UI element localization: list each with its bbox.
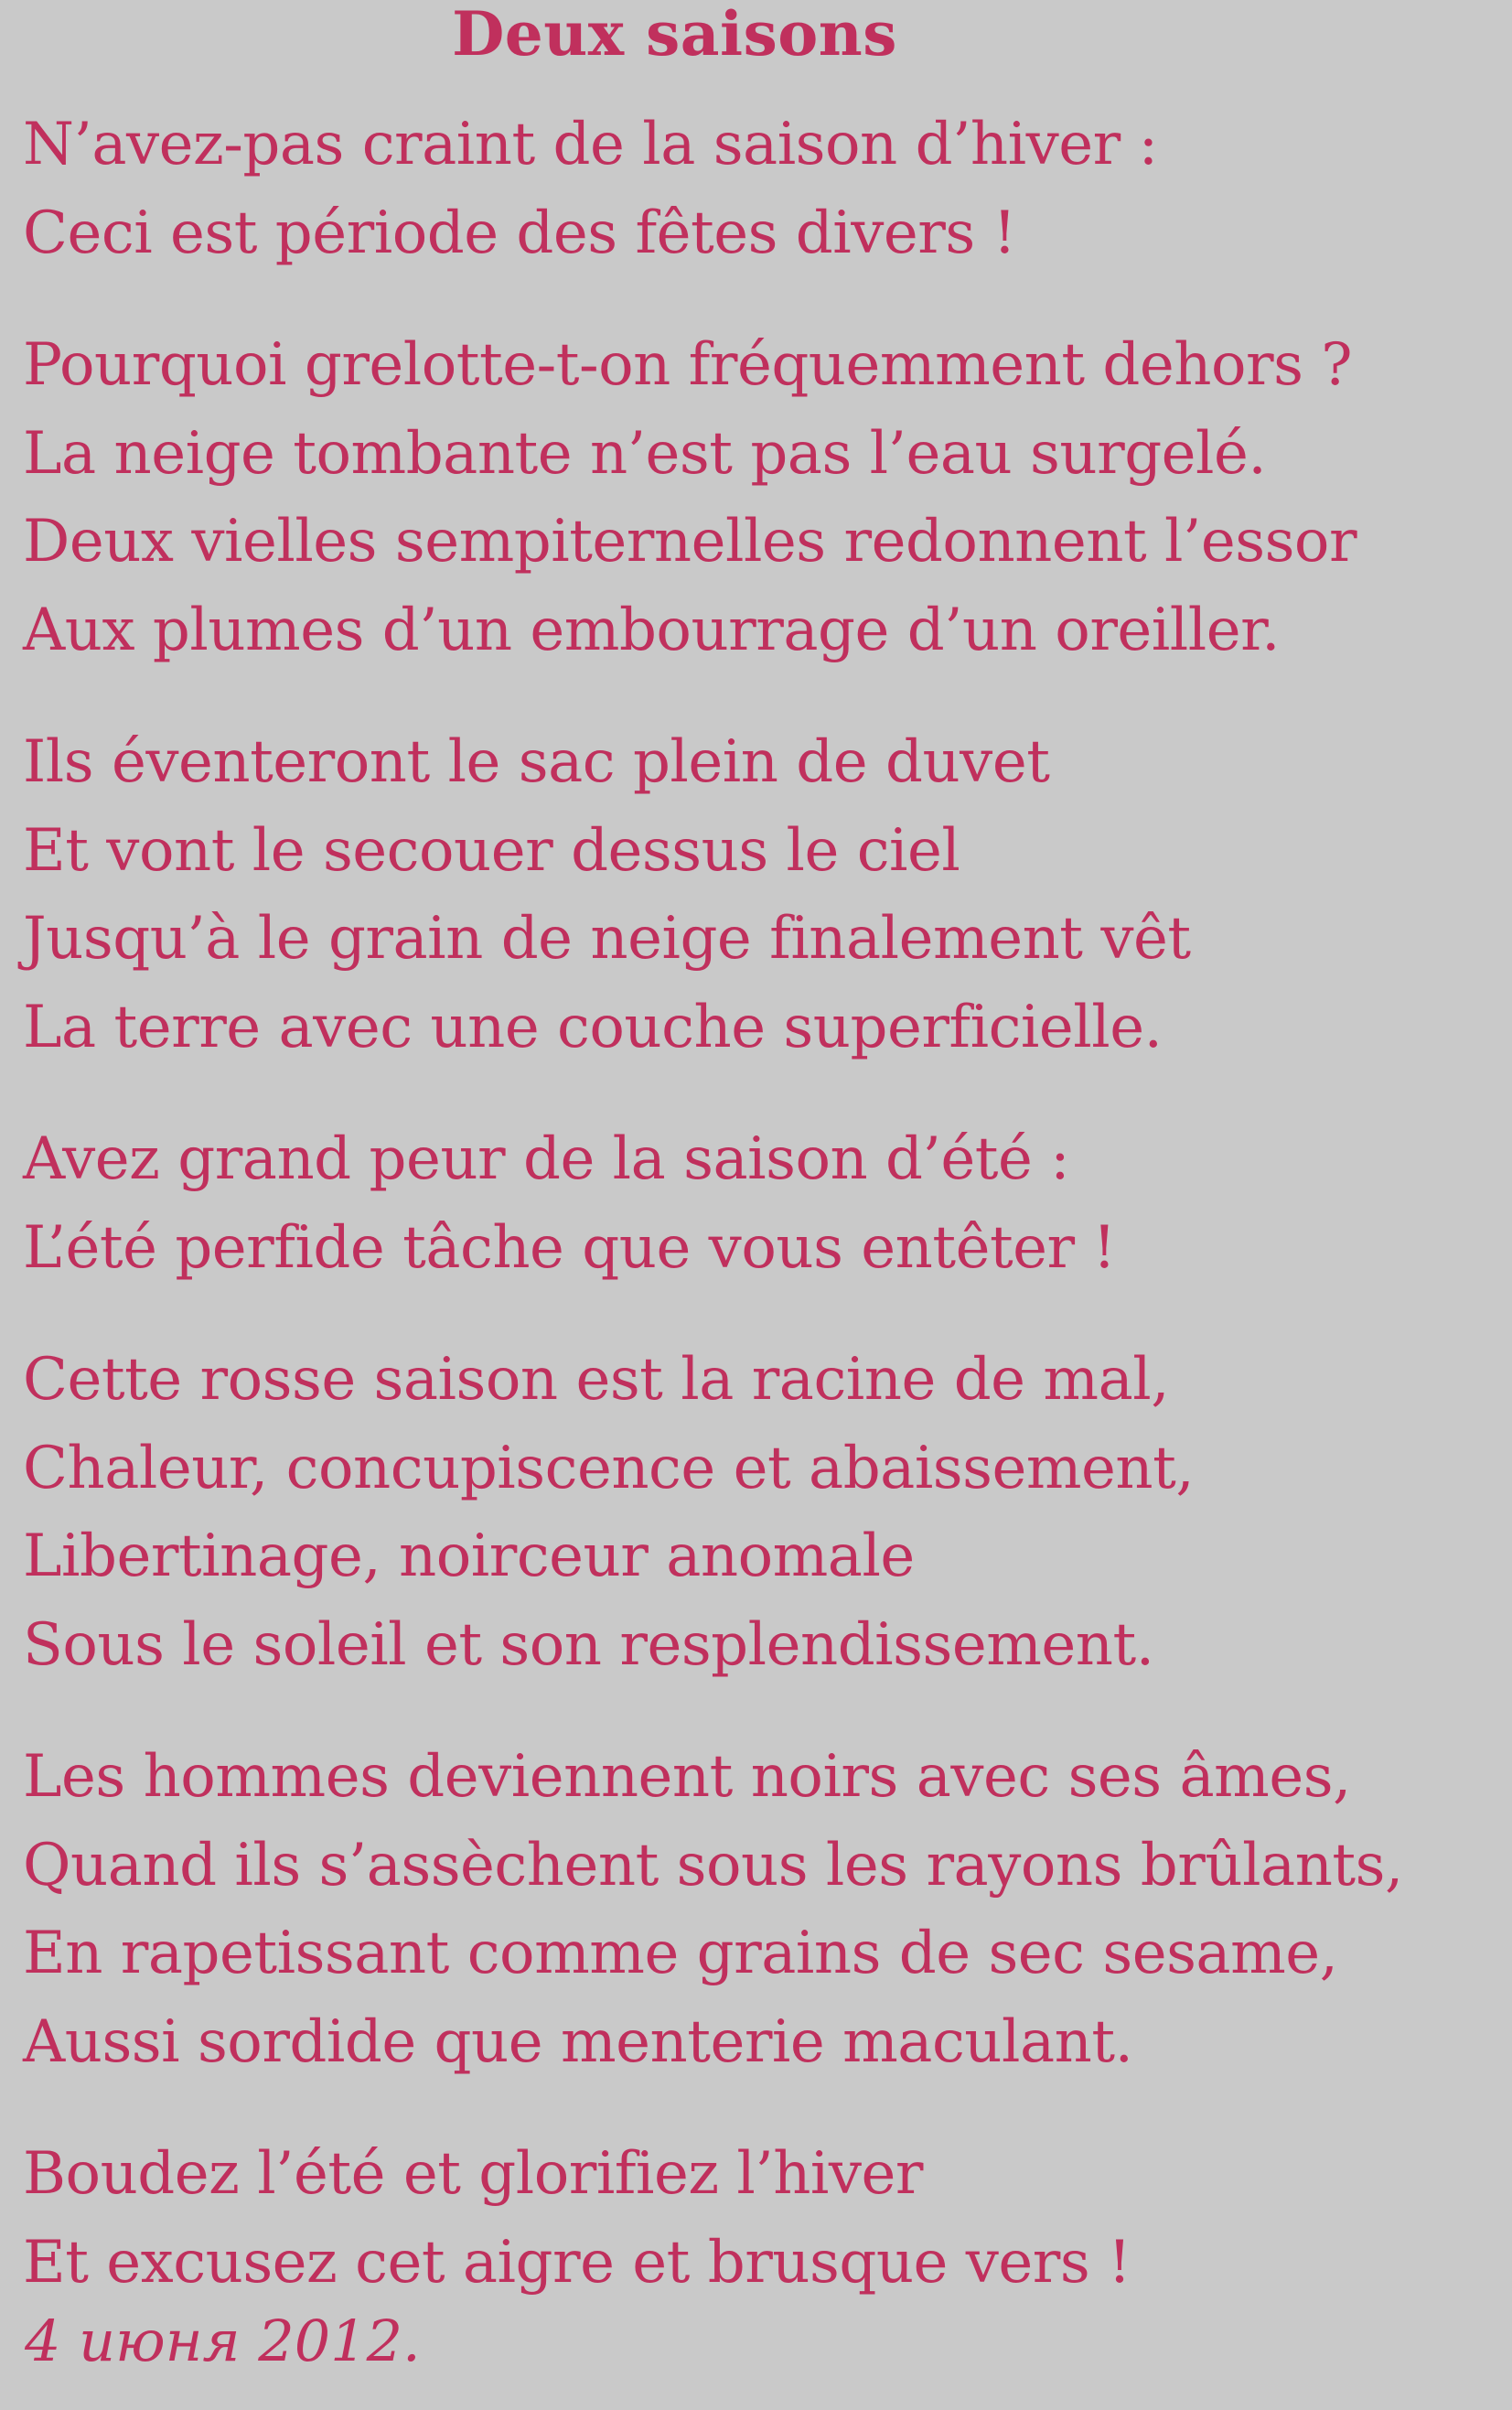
- verse-line: Sous le soleil et son resplendissement.: [23, 1610, 1154, 1679]
- verse-line: Libertinage, noirceur anomale: [23, 1522, 915, 1590]
- verse-line: Ceci est période des fêtes divers !: [23, 199, 1016, 267]
- verse-line: Deux vielles sempiternelles redonnent l’essor: [23, 508, 1357, 576]
- verse-line: Et excusez cet aigre et brusque vers !: [23, 2228, 1131, 2297]
- verse-line: En rapetissant comme grains de sec sesame,: [23, 1920, 1338, 1987]
- poem-title: Deux saisons: [452, 0, 897, 70]
- verse-line: Aux plumes d’un embourrage d’un oreiller.: [23, 596, 1280, 664]
- verse-line: N’avez-pas craint de la saison d’hiver :: [23, 111, 1158, 178]
- stanza-2: [23, 321, 1505, 674]
- verse-line: Quand ils s’assèchent sous les rayons brûlants,: [23, 1831, 1403, 1899]
- verse-line: La neige tombante n’est pas l’eau surgelé.: [23, 419, 1267, 488]
- stanza-3: [23, 718, 1505, 1071]
- verse-line: Jusqu’à le grain de neige finalement vêt: [23, 905, 1191, 973]
- verse-line: Chaleur, concupiscence et abaissement,: [23, 1434, 1195, 1502]
- stanza-4: [23, 1115, 1505, 1292]
- stanza-6: [23, 1733, 1505, 2086]
- verse-line: Aussi sordide que menterie maculant.: [23, 2007, 1133, 2076]
- verse-line: Les hommes deviennent noirs avec ses âmes,: [23, 1743, 1351, 1811]
- verse-line: L’été perfide tâche que vous entêter !: [23, 1213, 1116, 1282]
- poem-body: [23, 101, 1505, 2351]
- stanza-7: [23, 2130, 1505, 2307]
- verse-line: Et vont le secouer dessus le ciel: [23, 816, 960, 885]
- poem-date: 4 июня 2012.: [25, 2308, 421, 2374]
- verse-line: Avez grand peur de la saison d’été :: [23, 1125, 1070, 1193]
- verse-line: Pourquoi grelotte-t-on fréquemment dehors ?: [23, 331, 1353, 399]
- stanza-5: [23, 1336, 1505, 1689]
- verse-line: La terre avec une couche superficielle.: [23, 993, 1163, 1061]
- verse-line: Ils éventeront le sac plein de duvet: [23, 728, 1050, 796]
- verse-line: Cette rosse saison est la racine de mal,: [23, 1346, 1170, 1414]
- stanza-1: [23, 101, 1505, 277]
- verse-line: Boudez l’été et glorifiez l’hiver: [23, 2140, 923, 2208]
